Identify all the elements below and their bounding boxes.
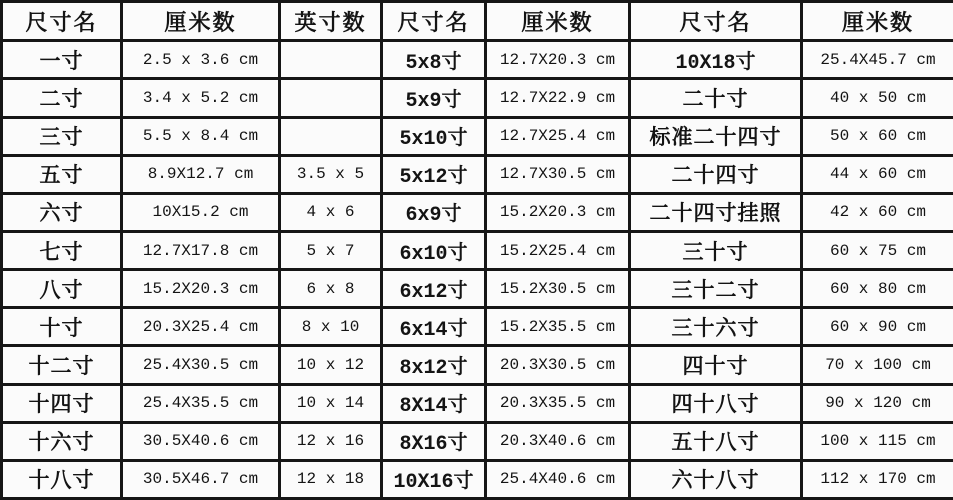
cm-cell: 2.5 x 3.6 cm: [122, 41, 280, 79]
size-name-cell: 标准二十四寸: [630, 117, 802, 155]
cm-cell: 12.7X20.3 cm: [486, 41, 630, 79]
size-name-cell: 三寸: [2, 117, 122, 155]
inch-cell: 5 x 7: [280, 232, 382, 270]
inch-cell: [280, 41, 382, 79]
size-name-cell: 十六寸: [2, 422, 122, 460]
cm-cell: 15.2X35.5 cm: [486, 308, 630, 346]
size-name-cell: 8X14寸: [382, 384, 486, 422]
cm-cell: 15.2X30.5 cm: [486, 270, 630, 308]
table-row: [2, 155, 953, 193]
size-name-header: 尺寸名: [630, 2, 802, 41]
size-name-cell: 5x12寸: [382, 155, 486, 193]
cm-cell: 15.2X20.3 cm: [122, 270, 280, 308]
cm-cell: 15.2X25.4 cm: [486, 232, 630, 270]
cm-cell: 25.4X45.7 cm: [802, 41, 953, 79]
size-name-cell: 四十八寸: [630, 384, 802, 422]
cm-cell: 60 x 90 cm: [802, 308, 953, 346]
cm-cell: 60 x 80 cm: [802, 270, 953, 308]
table-row: [2, 422, 953, 460]
cm-cell: 15.2X20.3 cm: [486, 193, 630, 231]
table-row: [2, 232, 953, 270]
size-name-cell: 5x8寸: [382, 41, 486, 79]
cm-cell: 42 x 60 cm: [802, 193, 953, 231]
inch-header: 英寸数: [280, 2, 382, 41]
size-name-cell: 6x14寸: [382, 308, 486, 346]
cm-cell: 12.7X25.4 cm: [486, 117, 630, 155]
cm-cell: 112 x 170 cm: [802, 460, 953, 498]
size-name-cell: 二寸: [2, 79, 122, 117]
cm-cell: 25.4X30.5 cm: [122, 346, 280, 384]
size-name-cell: 六十八寸: [630, 460, 802, 498]
cm-cell: 20.3X35.5 cm: [486, 384, 630, 422]
size-name-cell: 二十四寸: [630, 155, 802, 193]
cm-cell: 20.3X25.4 cm: [122, 308, 280, 346]
cm-cell: 12.7X17.8 cm: [122, 232, 280, 270]
inch-cell: 10 x 12: [280, 346, 382, 384]
size-name-cell: 5x9寸: [382, 79, 486, 117]
cm-cell: 90 x 120 cm: [802, 384, 953, 422]
cm-cell: 20.3X30.5 cm: [486, 346, 630, 384]
size-name-cell: 10X18寸: [630, 41, 802, 79]
size-name-cell: 5x10寸: [382, 117, 486, 155]
size-name-cell: 一寸: [2, 41, 122, 79]
size-name-cell: 十四寸: [2, 384, 122, 422]
table-row: [2, 346, 953, 384]
table-row: [2, 384, 953, 422]
size-name-cell: 八寸: [2, 270, 122, 308]
size-name-cell: 三十六寸: [630, 308, 802, 346]
size-name-cell: 四十寸: [630, 346, 802, 384]
inch-cell: 8 x 10: [280, 308, 382, 346]
cm-cell: 30.5X40.6 cm: [122, 422, 280, 460]
size-name-cell: 8X16寸: [382, 422, 486, 460]
table-row: [2, 193, 953, 231]
size-name-header: 尺寸名: [382, 2, 486, 41]
cm-header: 厘米数: [486, 2, 630, 41]
size-name-cell: 二十寸: [630, 79, 802, 117]
inch-cell: 6 x 8: [280, 270, 382, 308]
size-name-cell: 七寸: [2, 232, 122, 270]
cm-cell: 5.5 x 8.4 cm: [122, 117, 280, 155]
inch-cell: 10 x 14: [280, 384, 382, 422]
size-name-cell: 十寸: [2, 308, 122, 346]
cm-cell: 12.7X30.5 cm: [486, 155, 630, 193]
cm-header: 厘米数: [122, 2, 280, 41]
size-name-cell: 6x9寸: [382, 193, 486, 231]
size-name-cell: 五十八寸: [630, 422, 802, 460]
inch-cell: [280, 79, 382, 117]
cm-cell: 30.5X46.7 cm: [122, 460, 280, 498]
table-row: [2, 79, 953, 117]
cm-cell: 50 x 60 cm: [802, 117, 953, 155]
size-name-cell: 8x12寸: [382, 346, 486, 384]
inch-cell: 12 x 18: [280, 460, 382, 498]
size-name-cell: 6x10寸: [382, 232, 486, 270]
inch-cell: [280, 117, 382, 155]
cm-header: 厘米数: [802, 2, 953, 41]
inch-cell: 4 x 6: [280, 193, 382, 231]
cm-cell: 40 x 50 cm: [802, 79, 953, 117]
table-row: [2, 308, 953, 346]
size-name-header: 尺寸名: [2, 2, 122, 41]
inch-cell: 3.5 x 5: [280, 155, 382, 193]
size-name-cell: 十八寸: [2, 460, 122, 498]
table-row: [2, 41, 953, 79]
size-name-cell: 五寸: [2, 155, 122, 193]
cm-cell: 44 x 60 cm: [802, 155, 953, 193]
cm-cell: 20.3X40.6 cm: [486, 422, 630, 460]
table-row: [2, 270, 953, 308]
cm-cell: 70 x 100 cm: [802, 346, 953, 384]
cm-cell: 25.4X35.5 cm: [122, 384, 280, 422]
size-name-cell: 6x12寸: [382, 270, 486, 308]
cm-cell: 100 x 115 cm: [802, 422, 953, 460]
size-name-cell: 10X16寸: [382, 460, 486, 498]
cm-cell: 3.4 x 5.2 cm: [122, 79, 280, 117]
table-row: [2, 460, 953, 498]
table-row: [2, 117, 953, 155]
size-name-cell: 十二寸: [2, 346, 122, 384]
cm-cell: 8.9X12.7 cm: [122, 155, 280, 193]
size-name-cell: 三十二寸: [630, 270, 802, 308]
cm-cell: 60 x 75 cm: [802, 232, 953, 270]
cm-cell: 10X15.2 cm: [122, 193, 280, 231]
size-name-cell: 三十寸: [630, 232, 802, 270]
header-row: [2, 2, 953, 41]
size-name-cell: 六寸: [2, 193, 122, 231]
inch-cell: 12 x 16: [280, 422, 382, 460]
cm-cell: 12.7X22.9 cm: [486, 79, 630, 117]
size-name-cell: 二十四寸挂照: [630, 193, 802, 231]
cm-cell: 25.4X40.6 cm: [486, 460, 630, 498]
